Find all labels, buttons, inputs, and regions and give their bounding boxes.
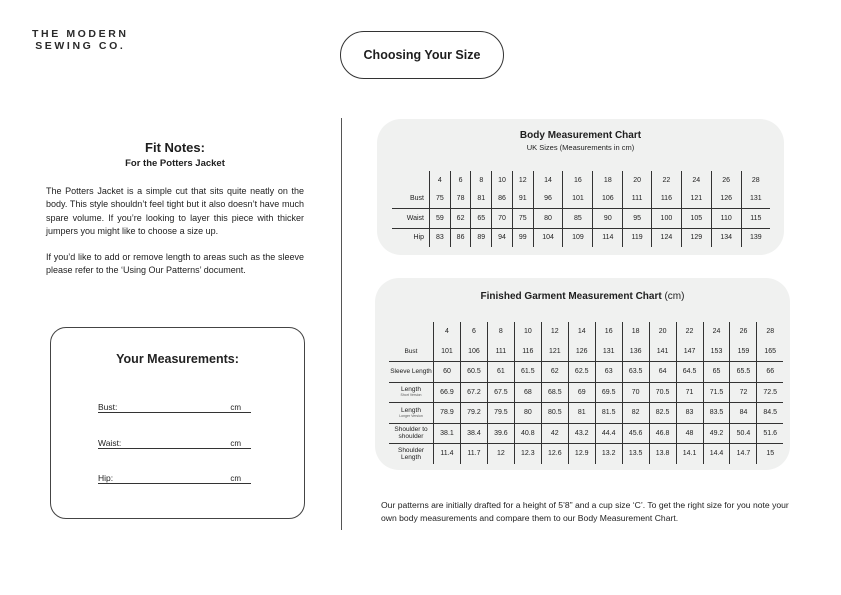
value-cell: 67.2 (460, 382, 487, 403)
value-cell: 66.9 (434, 382, 461, 403)
value-cell: 60 (434, 362, 461, 383)
value-cell: 71.5 (703, 382, 730, 403)
value-cell: 126 (711, 190, 741, 209)
bust-measurement-field[interactable] (98, 400, 251, 413)
value-cell: 110 (711, 209, 741, 229)
row-label: Hip (392, 228, 430, 247)
value-cell: 81 (568, 403, 595, 424)
corner-cell (392, 171, 430, 190)
value-cell: 101 (434, 342, 461, 362)
value-cell: 12 (487, 444, 514, 464)
value-cell: 67.5 (487, 382, 514, 403)
size-cell: 10 (492, 171, 513, 190)
size-cell: 18 (593, 171, 623, 190)
table-row (389, 362, 783, 383)
table-row (389, 444, 783, 464)
size-cell: 20 (623, 171, 652, 190)
size-cell: 8 (471, 171, 492, 190)
row-label: Waist (392, 209, 430, 229)
corner-cell (389, 322, 434, 342)
row-label (389, 362, 434, 383)
value-cell: 49.2 (703, 423, 730, 444)
value-cell: 80 (533, 209, 563, 229)
value-cell: 65 (703, 362, 730, 383)
value-cell: 134 (711, 228, 741, 247)
row-label-text: Bust (404, 347, 418, 355)
body-chart-subtitle: UK Sizes (Measurements in cm) (526, 143, 635, 152)
value-cell: 139 (741, 228, 770, 247)
value-cell: 100 (651, 209, 681, 229)
row-label-note: Longer Version (399, 413, 423, 418)
value-cell: 131 (741, 190, 770, 209)
value-cell: 66 (757, 362, 783, 383)
value-cell: 85 (563, 209, 593, 229)
value-cell: 43.2 (568, 423, 595, 444)
size-cell: 16 (563, 171, 593, 190)
row-label (389, 403, 434, 424)
bust-label: Bust: (98, 402, 118, 412)
row-label (389, 342, 434, 362)
value-cell: 129 (681, 228, 711, 247)
table-row (389, 423, 783, 444)
size-cell: 14 (568, 322, 595, 342)
value-cell: 62 (450, 209, 471, 229)
size-cell: 8 (487, 322, 514, 342)
value-cell: 95 (623, 209, 652, 229)
value-cell: 165 (757, 342, 783, 362)
brand-logo (32, 28, 129, 52)
value-cell: 12.9 (568, 444, 595, 464)
row-label-note: Short Version (400, 393, 422, 398)
table-row (389, 403, 783, 424)
value-cell: 79.2 (460, 403, 487, 424)
value-cell: 82 (622, 403, 649, 424)
value-cell: 111 (487, 342, 514, 362)
body-measurement-chart (377, 119, 784, 255)
value-cell: 63 (595, 362, 622, 383)
value-cell: 59 (430, 209, 451, 229)
size-cell: 24 (703, 322, 730, 342)
table-row (392, 228, 770, 247)
value-cell: 83.5 (703, 403, 730, 424)
value-cell: 15 (757, 444, 783, 464)
row-label-text: Shoulder Length (397, 446, 425, 461)
value-cell: 111 (623, 190, 652, 209)
value-cell: 116 (651, 190, 681, 209)
size-cell: 28 (757, 322, 783, 342)
value-cell: 62 (541, 362, 568, 383)
value-cell: 84.5 (757, 403, 783, 424)
value-cell: 69.5 (595, 382, 622, 403)
value-cell: 78 (450, 190, 471, 209)
value-cell: 94 (492, 228, 513, 247)
value-cell: 141 (649, 342, 676, 362)
value-cell: 159 (730, 342, 757, 362)
your-measurements-title: Your Measurements: (116, 352, 239, 366)
size-cell: 14 (533, 171, 563, 190)
row-label (389, 423, 434, 444)
value-cell: 106 (593, 190, 623, 209)
your-measurements-card (50, 327, 305, 519)
value-cell: 48 (676, 423, 703, 444)
fit-notes-paragraph-1: The Potters Jacket is a simple cut that sits quite neatly on the body. This style shouldn’t feel tight but it also doesn’t have much spare volume. If you’re looking to layer this piece with thicker jumpers you might like to choose a size up. (46, 186, 304, 236)
garment-chart-title-text: Finished Garment Measurement Chart (480, 291, 662, 302)
value-cell: 131 (595, 342, 622, 362)
value-cell: 121 (541, 342, 568, 362)
value-cell: 75 (512, 209, 533, 229)
size-cell: 10 (514, 322, 541, 342)
value-cell: 68.5 (541, 382, 568, 403)
table-row (389, 342, 783, 362)
value-cell: 124 (651, 228, 681, 247)
value-cell: 136 (622, 342, 649, 362)
row-label-text: Length (401, 406, 421, 414)
row-label: Bust (409, 195, 424, 203)
value-cell: 38.1 (434, 423, 461, 444)
value-cell: 90 (593, 209, 623, 229)
value-cell: 13.8 (649, 444, 676, 464)
hip-label: Hip: (98, 473, 114, 483)
value-cell: 12.3 (514, 444, 541, 464)
value-cell: 105 (681, 209, 711, 229)
table-row (389, 382, 783, 403)
value-cell: 86 (492, 190, 513, 209)
value-cell: 39.6 (487, 423, 514, 444)
size-cell: 18 (622, 322, 649, 342)
size-header-row (389, 322, 783, 342)
value-cell: 70 (622, 382, 649, 403)
garment-chart-title (375, 278, 790, 302)
value-cell: 89 (471, 228, 492, 247)
hip-unit: cm (230, 474, 241, 483)
value-cell: 99 (512, 228, 533, 247)
row-label (389, 444, 434, 464)
size-header-row (392, 171, 770, 190)
value-cell: 114 (593, 228, 623, 247)
value-cell: 101 (563, 190, 593, 209)
fit-notes-subtitle: For the Potters Jacket (125, 158, 225, 169)
size-cell: 22 (676, 322, 703, 342)
value-cell: 46.8 (649, 423, 676, 444)
garment-measurement-table (389, 322, 783, 464)
value-cell: 42 (541, 423, 568, 444)
value-cell: 116 (514, 342, 541, 362)
value-cell: 81.5 (595, 403, 622, 424)
value-cell: 121 (681, 190, 711, 209)
value-cell: 44.4 (595, 423, 622, 444)
value-cell: 83 (430, 228, 451, 247)
value-cell: 14.1 (676, 444, 703, 464)
value-cell: 60.5 (460, 362, 487, 383)
sizing-footnote: Our patterns are initially drafted for a height of 5’8” and a cup size ‘C’. To get the right size for you note your own body measurements and compare them to our Body Measurement Chart. (381, 499, 789, 523)
value-cell: 61 (487, 362, 514, 383)
value-cell: 68 (514, 382, 541, 403)
value-cell: 40.8 (514, 423, 541, 444)
value-cell: 45.6 (622, 423, 649, 444)
value-cell: 119 (623, 228, 652, 247)
value-cell: 62.5 (568, 362, 595, 383)
waist-unit: cm (230, 439, 241, 448)
value-cell: 83 (676, 403, 703, 424)
body-chart-title: Body Measurement Chart (519, 130, 642, 141)
row-label-text: Shoulder to shoulder (394, 426, 428, 441)
brand-line-2: SEWING CO. (35, 40, 126, 52)
value-cell: 65 (471, 209, 492, 229)
value-cell: 109 (563, 228, 593, 247)
value-cell: 75 (430, 190, 451, 209)
size-cell: 6 (450, 171, 471, 190)
value-cell: 147 (676, 342, 703, 362)
size-cell: 24 (681, 171, 711, 190)
value-cell: 72 (730, 382, 757, 403)
value-cell: 80 (514, 403, 541, 424)
body-measurement-table (392, 171, 770, 247)
value-cell: 69 (568, 382, 595, 403)
value-cell: 78.9 (434, 403, 461, 424)
value-cell: 11.7 (460, 444, 487, 464)
value-cell: 79.5 (487, 403, 514, 424)
value-cell: 50.4 (730, 423, 757, 444)
value-cell: 70 (492, 209, 513, 229)
table-row (392, 209, 770, 229)
size-cell: 26 (711, 171, 741, 190)
value-cell: 70.5 (649, 382, 676, 403)
value-cell: 72.5 (757, 382, 783, 403)
value-cell: 115 (741, 209, 770, 229)
value-cell: 106 (460, 342, 487, 362)
size-cell: 4 (434, 322, 461, 342)
size-cell: 28 (741, 171, 770, 190)
value-cell: 126 (568, 342, 595, 362)
value-cell: 63.5 (622, 362, 649, 383)
value-cell: 38.4 (460, 423, 487, 444)
value-cell: 12.6 (541, 444, 568, 464)
value-cell: 13.2 (595, 444, 622, 464)
size-cell: 16 (595, 322, 622, 342)
size-cell: 6 (460, 322, 487, 342)
size-cell: 20 (649, 322, 676, 342)
row-label-text: Length (401, 386, 421, 394)
hip-measurement-field[interactable] (98, 471, 251, 484)
value-cell: 96 (533, 190, 563, 209)
fit-notes-paragraph-2: If you’d like to add or remove length to areas such as the sleeve please refer to the ‘Using Our Patterns’ document. (46, 252, 304, 276)
value-cell: 104 (533, 228, 563, 247)
value-cell: 51.6 (757, 423, 783, 444)
value-cell: 81 (471, 190, 492, 209)
size-cell: 4 (430, 171, 451, 190)
waist-label: Waist: (98, 438, 122, 448)
size-cell: 12 (512, 171, 533, 190)
row-label-text: Sleeve Length (390, 368, 432, 376)
value-cell: 91 (512, 190, 533, 209)
value-cell: 64 (649, 362, 676, 383)
value-cell: 61.5 (514, 362, 541, 383)
value-cell: 80.5 (541, 403, 568, 424)
value-cell: 14.4 (703, 444, 730, 464)
fit-notes-section (46, 140, 304, 278)
row-label (389, 382, 434, 403)
waist-measurement-field[interactable] (98, 436, 251, 449)
column-divider (341, 118, 342, 530)
size-cell: 22 (651, 171, 681, 190)
value-cell: 153 (703, 342, 730, 362)
garment-chart-unit: (cm) (664, 291, 685, 302)
brand-line-1: THE MODERN (32, 28, 129, 40)
size-cell: 12 (541, 322, 568, 342)
value-cell: 14.7 (730, 444, 757, 464)
value-cell: 71 (676, 382, 703, 403)
value-cell: 84 (730, 403, 757, 424)
value-cell: 86 (450, 228, 471, 247)
value-cell: 13.5 (622, 444, 649, 464)
fit-notes-title: Fit Notes: (145, 140, 205, 155)
value-cell: 82.5 (649, 403, 676, 424)
table-row (392, 190, 770, 209)
garment-measurement-chart (375, 278, 790, 470)
size-cell: 26 (730, 322, 757, 342)
page-title: Choosing Your Size (340, 31, 504, 79)
value-cell: 11.4 (434, 444, 461, 464)
bust-unit: cm (230, 403, 241, 412)
value-cell: 65.5 (730, 362, 757, 383)
value-cell: 64.5 (676, 362, 703, 383)
